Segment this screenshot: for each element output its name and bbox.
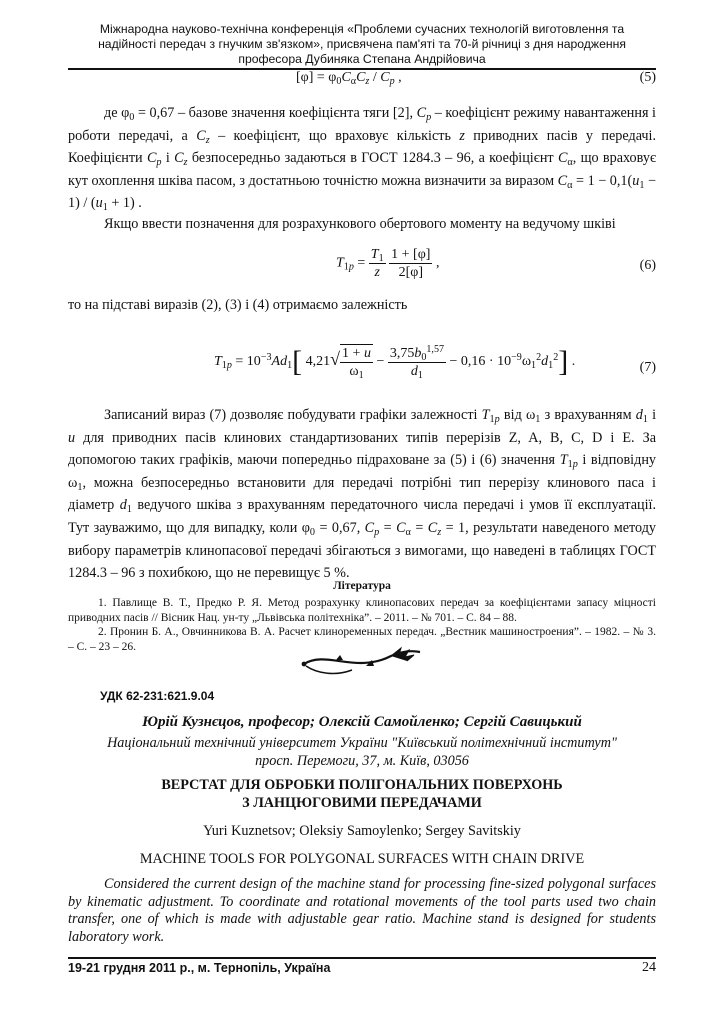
udk-code: УДК 62-231:621.9.04 (100, 689, 215, 703)
affiliation (68, 735, 656, 770)
paragraph-graphs: Записаний вираз (7) дозволяє побудувати графіки залежності $T_{1p}$ від $\omega_1$ з врахуванням $d_1$ і u для приводних пасів клинових стандартизованих типів перерізів Z, A, B, C, D і E. За допомогою таких графіків, маючи попередньо підраховане за (5) і (6) значення $T_{1p}$ і відповідну $\omega_1$, можна безпосередньо встановити для передачі потрібні тип перерізу клинового паса і діаметр $d_1$ ведучого шківа з врахуванням передаточного числа передачі і умов її експлуатації. Тут зауважимо, що для випадку, коли $\varphi_0 = 0,67$, $C_p = C_\alpha = C_z = 1$, результати наведеного методу вибору параметрів клинопасової передачі збігаються з вимогами, що наведені в таблицях ГОСТ 1284.3 – 96 з похибкою, що не перевищує 5 %. (68, 407, 657, 582)
equation-number-7: (7) (639, 360, 656, 375)
paper-title (68, 777, 656, 812)
abstract: Considered the current design of the machine stand for processing fine-sized polygonal surfaces by kinematic adjustment. To coordinate and rotational movements of the tool parts used two chain transfer, one of which is made with adjustable gear ratio. Machine stand is designed for students laboratory work. (68, 876, 656, 945)
equation-number-6: (6) (639, 258, 656, 273)
header-line-3: професора Дубиняка Степана Андрійовича (238, 52, 486, 66)
affiliation-line-2: просп. Перемоги, 37, м. Київ, 03056 (255, 752, 469, 769)
equation-7: $T_{1p} = 10^{-3}Ad_1$[ 4,21√ $\frac{1 + u}{\omega_1}$ − $\frac{3,75b_0^{1,57}}{d_1}$ − $0,16 \cdot 10^{-9}\omega_1^2d_1^2$] . (214, 343, 576, 382)
reference-1: 1. Павлище В. Т., Предко Р. Я. Метод розрахунку клинопасових передач за коефіцієнтами запасу міцності приводних пасів // Вісник Нац. ун-ту „Львівська політехніка”. – 2011. – № 701. – С. 84 – 88. (68, 597, 656, 624)
paragraph-coefficients: де $\varphi_0 = 0,67$ – базове значення коефіцієнта тяги [2], $C_p$ – коефіцієнт режиму навантаження і роботи передачі, а $C_z$ – коефіцієнт, що враховує кількість z приводних пасів у передачі. Коефіцієнти $C_p$ і $C_z$ безпосередньо задаються в ГОСТ 1284.3 – 96, а коефіцієнт $C_\alpha$, що враховує кут охоплення шківа пасом, з достатньою точністю можна визначити за виразом $C_\alpha = 1 - 0,1(u_1 - 1) / (u_1 + 1)$ . (68, 105, 657, 214)
authors: Юрій Кузнєцов, професор; Олексій Самойленко; Сергій Савицький (142, 714, 582, 730)
page-number: 24 (642, 960, 656, 975)
paragraph-torque-intro: Якщо ввести позначення для розрахункового обертового моменту на ведучому шківі (104, 216, 616, 232)
conference-header (60, 22, 664, 67)
title-line-2: З ЛАНЦЮГОВИМИ ПЕРЕДАЧАМИ (242, 794, 482, 811)
equation-6: $T_{1p}$ = $\frac{T_1}{z}$ $\frac{1 + [\varphi]}{2[\varphi]}$ , (336, 247, 440, 280)
equation-number-5: (5) (639, 70, 656, 85)
reference-2: 2. Пронин Б. А., Овчинникова В. А. Расчет клиноременных передач. „Вестник машиностроения”. – 1982. – № 3. – С. – 23 – 26. (68, 626, 656, 653)
literature-title: Література (333, 580, 391, 592)
header-line-2: надійності передач з гнучким зв'язком», присвячена пам'яті та 70-й річниці з дня народження (98, 37, 626, 51)
equation-5: $[\varphi] = \varphi_0C_\alpha C_z / C_p$ , (296, 70, 402, 88)
affiliation-line-1: Національний технічний університет України "Київський політехнічний інститут" (107, 735, 617, 751)
header-line-1: Міжнародна науково-технічна конференція «Проблеми сучасних технологій виготовлення та (99, 22, 625, 36)
english-title: MACHINE TOOLS FOR POLYGONAL SURFACES WITH CHAIN DRIVE (139, 851, 585, 867)
english-authors: Yuri Kuznetsov; Oleksiy Samoylenko; Sergey Savitskiy (203, 823, 521, 839)
decorative-ornament-icon (296, 644, 426, 680)
footer-conference: 19-21 грудня 2011 р., м. Тернопіль, Україна (68, 961, 331, 975)
title-line-1: ВЕРСТАТ ДЛЯ ОБРОБКИ ПОЛІГОНАЛЬНИХ ПОВЕРХОНЬ (161, 777, 563, 793)
footer-rule (68, 957, 656, 959)
paragraph-derivation: то на підставі виразів (2), (3) і (4) отримаємо залежність (68, 297, 408, 313)
